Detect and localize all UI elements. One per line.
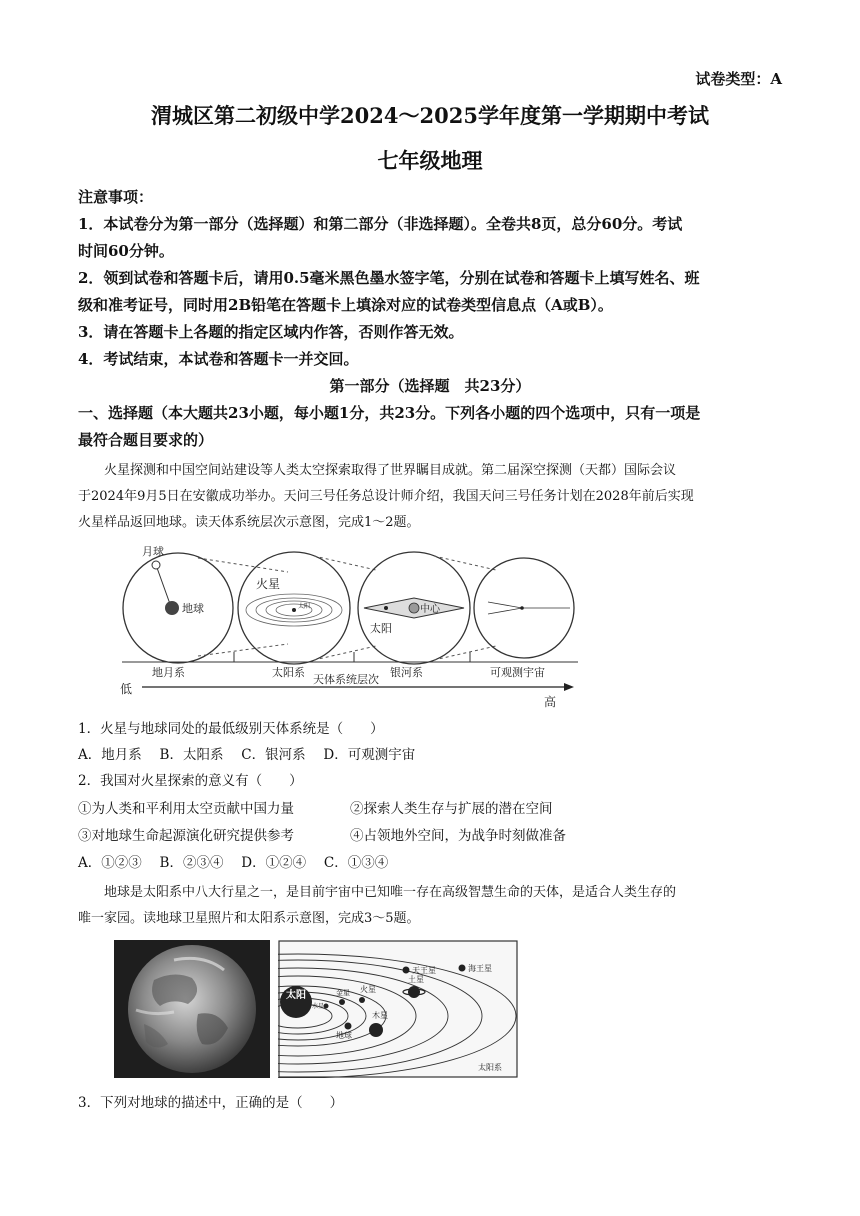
q2-statement-3: ③对地球生命起源演化研究提供参考	[78, 828, 294, 844]
passage1-line-3: 火星样品返回地球。读天体系统层次示意图，完成1～2题。	[78, 515, 420, 530]
sun-label: 太阳	[370, 622, 392, 635]
earth-moon-system-label: 地月系	[152, 666, 185, 679]
observable-universe-label: 可观测宇宙	[490, 666, 545, 679]
notice-item-4: 4．考试结束，本试卷和答题卡一并交回。	[78, 350, 359, 368]
moon-icon	[152, 561, 160, 569]
earth-label-2: 地球	[336, 1031, 352, 1040]
venus-label: 金星	[336, 989, 350, 997]
part1-heading: 第一部分（选择题 共23分）	[329, 377, 531, 395]
earth-label: 地球	[182, 602, 204, 615]
solar-system-caption: 太阳系	[478, 1063, 502, 1072]
saturn-icon	[408, 986, 420, 998]
notice-item-3: 3．请在答题卡上各题的指定区域内作答，否则作答无效。	[78, 323, 464, 341]
mercury-label: 水星	[312, 1003, 325, 1010]
galaxy-center-label: 中心	[420, 604, 440, 615]
passage2-line-2: 唯一家园。读地球卫星照片和太阳系示意图，完成3～5题。	[78, 911, 420, 926]
notice-item-2-line-1: 2．领到试卷和答题卡后，请用0.5毫米黑色墨水签字笔，分别在试卷和答题卡上填写姓名、班	[78, 269, 700, 287]
sun-small-label: 太阳	[298, 603, 311, 610]
q2-statement-2: ②探索人类生存与扩展的潜在空间	[350, 801, 553, 817]
q1-stem: 1．火星与地球同处的最低级别天体系统是（ ）	[78, 721, 384, 737]
mercury-icon	[324, 1004, 329, 1009]
exam-title: 渭城区第二初级中学2024～2025学年度第一学期期中考试	[151, 103, 709, 128]
earth-icon-2	[345, 1023, 352, 1030]
mars-label-2: 火星	[360, 985, 376, 994]
notice-item-1-line-1: 1．本试卷分为第一部分（选择题）和第二部分（非选择题）。全卷共8页，总分60分。考试	[78, 215, 683, 233]
q2-options: A．①②③ B．②③④ D．①②④ C．①③④	[78, 855, 389, 871]
solar-system-label: 太阳系	[272, 666, 305, 679]
celestial-system-diagram	[118, 538, 586, 710]
saturn-label: 土星	[408, 975, 424, 984]
neptune-icon	[459, 965, 466, 972]
exam-type-label: 试卷类型：A	[695, 70, 782, 88]
jupiter-icon	[369, 1023, 383, 1037]
passage1-line-1: 火星探测和中国空间站建设等人类太空探索取得了世界瞩目成就。第二届深空探测（天都）国际会议	[104, 463, 677, 478]
section-heading-line-2: 最符合题目要求的）	[78, 431, 214, 449]
q2-stem: 2．我国对火星探索的意义有（ ）	[78, 773, 303, 789]
uranus-label: 天王星	[412, 966, 436, 975]
exam-subtitle: 七年级地理	[377, 148, 483, 173]
neptune-label: 海王星	[468, 964, 492, 973]
q2-statement-4: ④占领地外空间，为战争时刻做准备	[350, 828, 566, 844]
earth-satellite-photo	[114, 940, 270, 1078]
earth-icon	[165, 601, 179, 615]
passage2-line-1: 地球是太阳系中八大行星之一，是目前宇宙中已知唯一存在高级智慧生命的天体，是适合人类生存的	[104, 885, 677, 900]
q2-statement-1: ①为人类和平利用太空贡献中国力量	[78, 801, 294, 817]
axis-title: 天体系统层次	[313, 673, 379, 686]
solar-system-diagram	[278, 940, 518, 1078]
venus-icon	[339, 999, 345, 1005]
mars-icon	[359, 997, 365, 1003]
mars-label: 火星	[256, 577, 281, 591]
moon-label: 月球	[142, 545, 164, 558]
axis-high-label: 高	[544, 695, 557, 709]
sun-label-line: 太阳	[286, 990, 306, 1001]
q3-stem: 3．下列对地球的描述中，正确的是（ ）	[78, 1095, 344, 1111]
galaxy-label: 银河系	[390, 666, 423, 679]
passage1-line-2: 于2024年9月5日在安徽成功举办。天问三号任务总设计师介绍，我国天问三号任务计划在2028年前后实现	[78, 489, 694, 504]
uranus-icon	[403, 967, 410, 974]
jupiter-label: 木星	[372, 1011, 388, 1020]
notice-item-1-line-2: 时间60分钟。	[78, 242, 174, 260]
notice-item-2-line-2: 级和准考证号，同时用2B铅笔在答题卡上填涂对应的试卷类型信息点（A或B）。	[78, 296, 613, 314]
axis-low-label: 低	[120, 682, 133, 696]
notice-heading: 注意事项：	[78, 188, 154, 206]
q1-options: A．地月系 B．太阳系 C．银河系 D．可观测宇宙	[78, 747, 416, 763]
section-heading-line-1: 一、选择题（本大题共23小题，每小题1分，共23分。下列各小题的四个选项中，只有一项是	[78, 404, 701, 422]
